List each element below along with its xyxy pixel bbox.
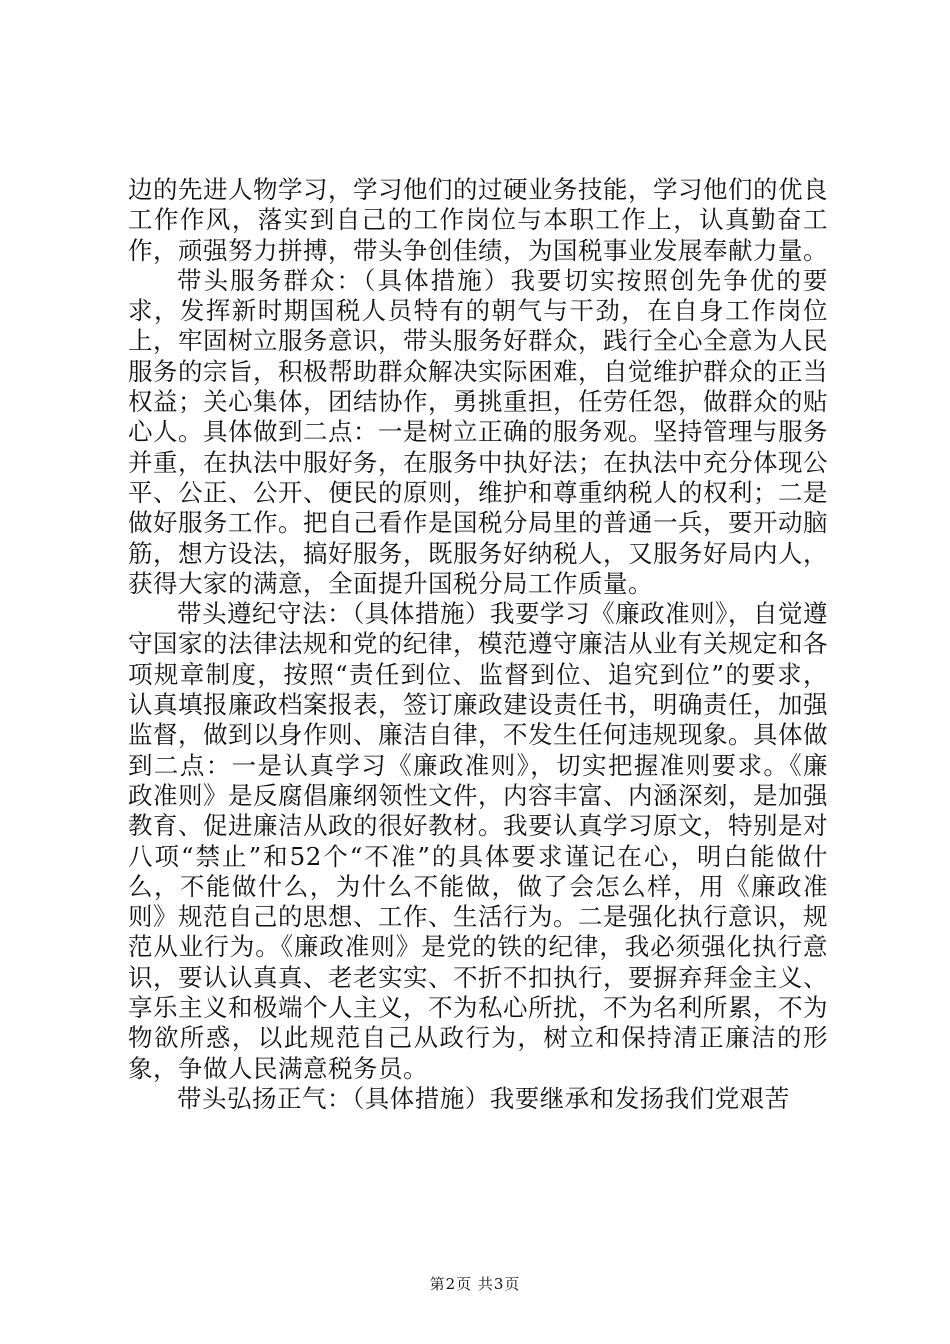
- paragraph-promote-integrity: 带头弘扬正气：（具体措施）我要继承和发扬我们党艰苦: [177, 1083, 790, 1113]
- document-body: [128, 175, 828, 1114]
- paragraph-continuation: 边的先进人物学习，学习他们的过硬业务技能，学习他们的优良工作作风，落实到自己的工作岗位与本职工作上，认真勤奋工作，顽强努力拼搏，带头争创佳绩，为国税事业发展奉献力量。: [128, 175, 828, 265]
- page-footer: 第2页 共3页: [429, 1275, 521, 1293]
- paragraph-serve-public: 带头服务群众：（具体措施）我要切实按照创先争优的要求，发挥新时期国税人员特有的朝气与干劲，在自身工作岗位上，牢固树立服务意识，带头服务好群众，践行全心全意为人民服务的宗旨，积极帮助群众解决实际困难，自觉维护群众的正当权益；关心集体，团结协作，勇挑重担，任劳任怨，做群众的贴心人。具体做到二点：一是树立正确的服务观。坚持管理与服务并重，在执法中服好务，在服务中执好法；在执法中充分体现公平、公正、公开、便民的原则，维护和尊重纳税人的权利；二是做好服务工作。把自己看作是国税分局里的普通一兵，要开动脑筋，想方设法，搞好服务，既服务好纳税人，又服务好局内人，获得大家的满意，全面提升国税分局工作质量。: [128, 265, 828, 598]
- paragraph-obey-law: 带头遵纪守法：（具体措施）我要学习《廉政准则》，自觉遵守国家的法律法规和党的纪律，模范遵守廉洁从业有关规定和各项规章制度，按照“责任到位、监督到位、追究到位”的要求，认真填报廉政档案报表，签订廉政建设责任书，明确责任，加强监督，做到以身作则、廉洁自律，不发生任何违规现象。具体做到二点：一是认真学习《廉政准则》，切实把握准则要求。《廉政准则》是反腐倡廉纲领性文件，内容丰富、内涵深刻，是加强教育、促进廉洁从政的很好教材。我要认真学习原文，特别是对八项“禁止”和52个“不准”的具体要求谨记在心，明白能做什么，不能做什么，为什么不能做，做了会怎么样，用《廉政准则》规范自己的思想、工作、生活行为。二是强化执行意识，规范从业行为。《廉政准则》是党的铁的纪律，我必须强化执行意识，要认认真真、老老实实、不折不扣执行，要摒弃拜金主义、享乐主义和极端个人主义，不为私心所扰，不为名利所累，不为物欲所惑，以此规范自己从政行为，树立和保持清正廉洁的形象，争做人民满意税务员。: [128, 599, 828, 1083]
